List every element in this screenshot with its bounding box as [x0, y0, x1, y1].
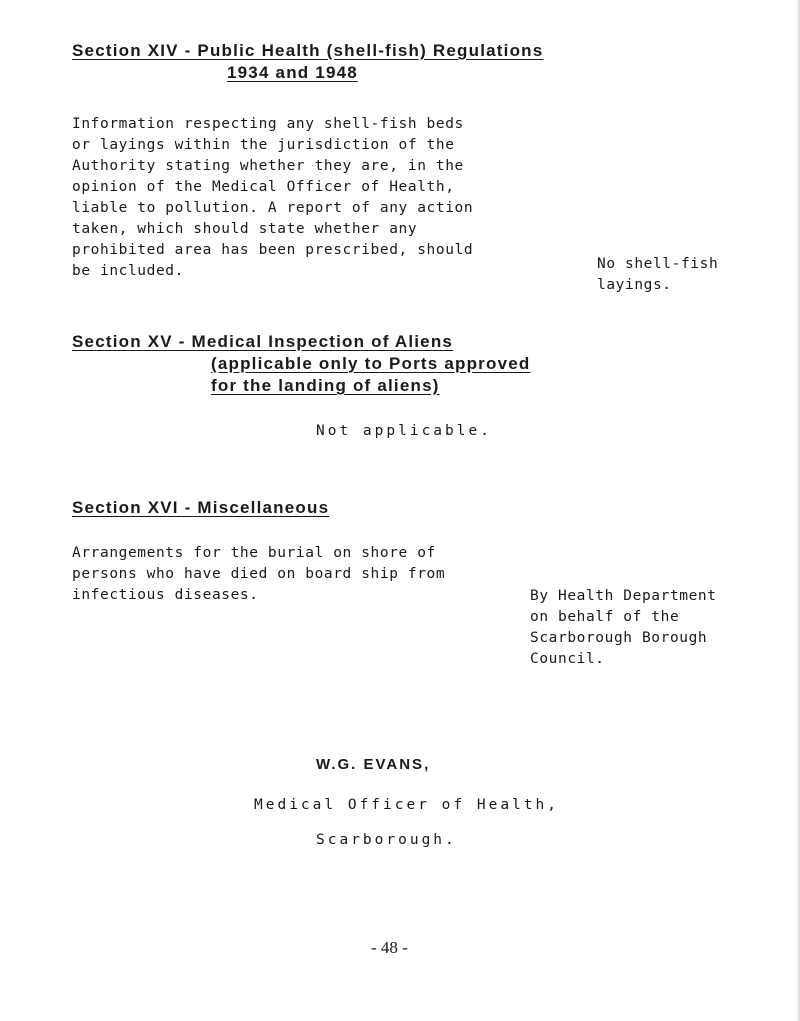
page-edge-shadow [796, 0, 800, 1021]
section-xvi-body: Arrangements for the burial on shore of persons who have died on board ship from infectious diseases. [72, 545, 446, 603]
section-xiv-heading [72, 40, 543, 84]
section-xiv-response: No shell-fish layings. [597, 256, 719, 293]
section-xv-heading-line2: (applicable only to Ports approved [211, 354, 531, 373]
section-xiv-body: Information respecting any shell-fish beds or layings within the jurisdiction of the Authority stating whether they are, in the opinion of the Medical Officer of Health, liable to pollution. A report of any action taken, which should state whether any prohibited area has been prescribed, should be included. [72, 116, 474, 279]
signature-title: Medical Officer of Health, [254, 797, 559, 813]
signature-name: W.G. EVANS, [316, 756, 431, 773]
section-xiv-heading-line2: 1934 and 1948 [227, 63, 358, 82]
section-xv-heading-line1: Section XV - Medical Inspection of Aliens [72, 332, 454, 351]
section-xv-response: Not applicable. [316, 423, 492, 439]
section-xv-heading-line3: for the landing of aliens) [211, 376, 440, 395]
section-xv-heading [72, 331, 530, 397]
section-xiv-heading-line1: Section XIV - Public Health (shell-fish) Regulations [72, 41, 544, 60]
section-xvi-response: By Health Department on behalf of the Scarborough Borough Council. [530, 588, 717, 667]
page-number: - 48 - [371, 938, 408, 957]
section-xvi-heading [72, 497, 329, 519]
section-xvi-heading-line1: Section XVI - Miscellaneous [72, 498, 330, 517]
signature-place: Scarborough. [316, 832, 457, 848]
